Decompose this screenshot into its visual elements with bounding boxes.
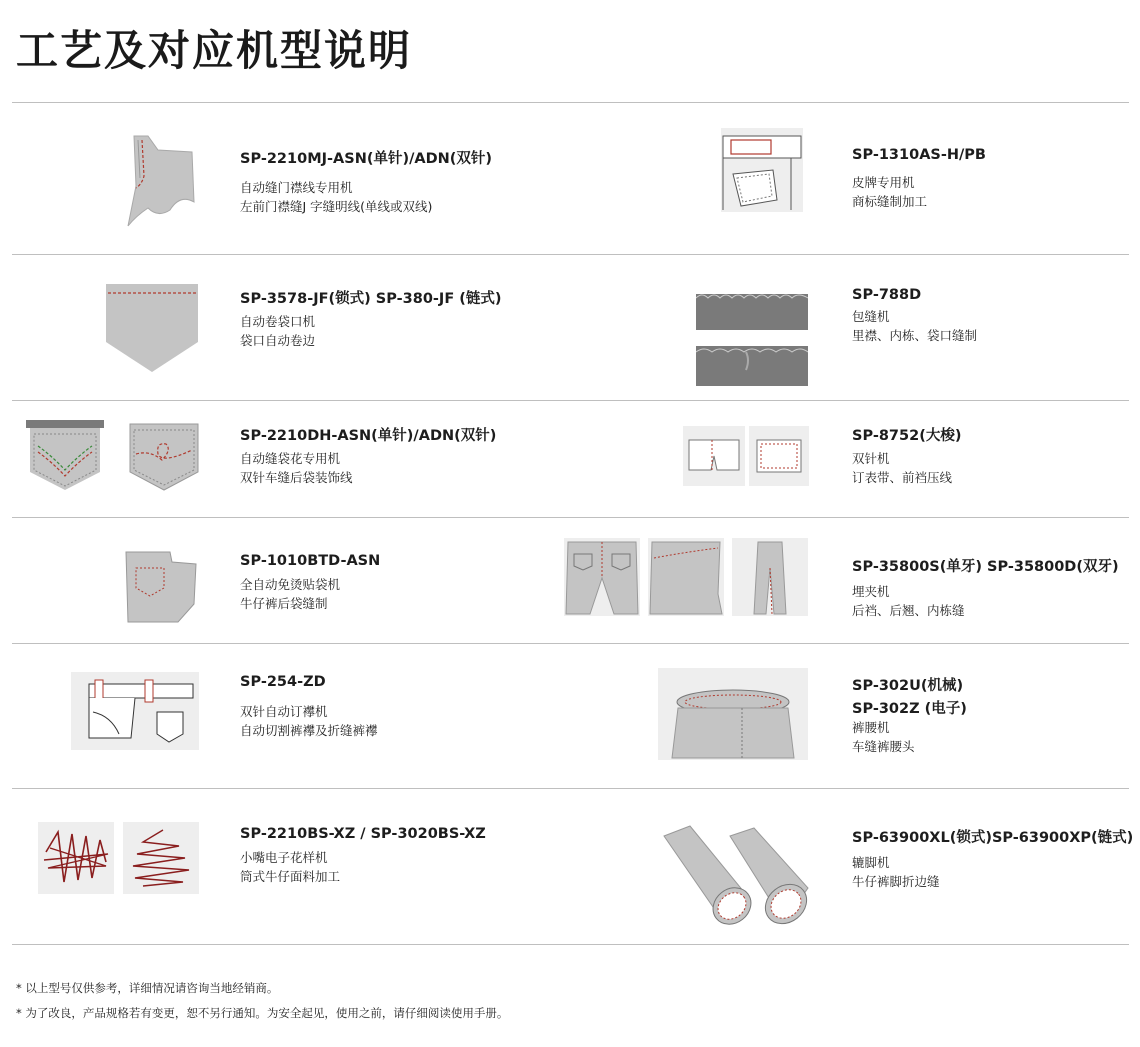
product-desc-line: 双针机 xyxy=(852,451,890,466)
patch-pocket-image xyxy=(124,548,198,624)
hem-tube-image xyxy=(660,822,810,930)
product-sp-2210dh xyxy=(240,424,496,487)
product-desc-line: 辘脚机 xyxy=(852,855,890,870)
product-desc-line: 商标缝制加工 xyxy=(852,194,928,209)
divider xyxy=(12,254,1129,255)
product-desc-line: 袋口自动卷边 xyxy=(240,333,316,348)
product-desc-line: 车缝裤腰头 xyxy=(852,739,915,754)
product-sp-2210bs-xz xyxy=(240,826,486,886)
product-sp-8752 xyxy=(852,424,961,487)
product-desc-line: 筒式牛仔面料加工 xyxy=(240,869,341,884)
fly-front-image xyxy=(118,132,198,228)
model-name: SP-2210DH-ASN(单针)/ADN(双针) xyxy=(240,428,497,444)
jeans-yoke-image xyxy=(648,538,724,616)
product-sp-788d xyxy=(852,287,977,345)
model-name: SP-788D xyxy=(852,287,922,303)
product-desc-line: 自动卷袋口机 xyxy=(240,314,316,329)
pattern-stitch-image-1 xyxy=(38,822,114,894)
divider xyxy=(12,643,1129,644)
back-pocket-pattern-image xyxy=(26,420,104,492)
product-desc-line: 自动切割裤襻及折缝裤襻 xyxy=(240,723,378,738)
front-rise-image xyxy=(683,426,745,486)
divider xyxy=(12,788,1129,789)
divider xyxy=(12,517,1129,518)
model-name: SP-63900XL(锁式)SP-63900XP(链式) xyxy=(852,830,1134,846)
product-sp-3578-jf xyxy=(240,287,502,350)
footnote: * 为了改良，产品规格若有变更，恕不另行通知。为安全起见，使用之前，请仔细阅读使用手册。 xyxy=(16,1006,509,1020)
belt-loop-image xyxy=(71,672,199,750)
model-name: SP-1010BTD-ASN xyxy=(240,553,381,569)
watch-band-image xyxy=(749,426,809,486)
product-desc-line: 订表带、前裆压线 xyxy=(852,470,953,485)
product-desc-line: 里襟、内栋、袋口缝制 xyxy=(852,328,978,343)
leather-patch-image xyxy=(721,128,803,212)
model-name: SP-254-ZD xyxy=(240,674,326,690)
model-name: SP-2210BS-XZ / SP-3020BS-XZ xyxy=(240,826,486,842)
back-pocket-swirl-image xyxy=(128,420,200,492)
model-name: SP-302U(机械) xyxy=(852,678,964,694)
divider xyxy=(12,944,1129,945)
product-desc-line: 皮牌专用机 xyxy=(852,175,915,190)
product-sp-35800 xyxy=(852,555,1119,620)
divider xyxy=(12,102,1129,103)
product-sp-63900 xyxy=(852,826,1133,891)
product-sp-302 xyxy=(852,674,967,756)
product-sp-2210mj xyxy=(240,147,492,216)
product-desc-line: 小嘴电子花样机 xyxy=(240,850,328,865)
waistband-image xyxy=(658,668,808,760)
product-desc-line: 牛仔裤后袋缝制 xyxy=(240,596,328,611)
pocket-hem-image xyxy=(104,282,200,374)
jeans-side-image xyxy=(732,538,808,616)
footnote: * 以上型号仅供参考，详细情况请咨询当地经销商。 xyxy=(16,981,279,995)
product-desc-line: 双针自动订襻机 xyxy=(240,704,328,719)
model-name: SP-8752(大梭) xyxy=(852,428,962,444)
jeans-back-image xyxy=(564,538,640,616)
product-sp-1310as xyxy=(852,147,986,211)
product-desc-line: 自动缝门襟线专用机 xyxy=(240,180,353,195)
model-name-alt: SP-302Z (电子) xyxy=(852,701,967,717)
product-desc-line: 左前门襟缝J 字缝明线(单线或双线) xyxy=(240,199,433,214)
page-title: 工艺及对应机型说明 xyxy=(16,26,413,75)
product-desc-line: 自动缝袋花专用机 xyxy=(240,451,341,466)
product-desc-line: 牛仔裤脚折边缝 xyxy=(852,874,940,889)
model-name: SP-1310AS-H/PB xyxy=(852,147,986,163)
model-name: SP-2210MJ-ASN(单针)/ADN(双针) xyxy=(240,151,493,167)
product-desc-line: 全自动免烫贴袋机 xyxy=(240,577,341,592)
product-sp-254-zd xyxy=(240,674,378,740)
product-desc-line: 裤腰机 xyxy=(852,720,890,735)
product-sp-1010btd xyxy=(240,553,380,613)
pattern-stitch-image-2 xyxy=(123,822,199,894)
overlock-seam-image xyxy=(696,280,808,386)
product-desc-line: 包缝机 xyxy=(852,309,890,324)
product-desc-line: 双针车缝后袋装饰线 xyxy=(240,470,353,485)
product-desc-line: 埋夹机 xyxy=(852,584,890,599)
model-name: SP-35800S(单牙) SP-35800D(双牙) xyxy=(852,559,1119,575)
divider xyxy=(12,400,1129,401)
model-name: SP-3578-JF(锁式) SP-380-JF (链式) xyxy=(240,291,502,307)
product-desc-line: 后裆、后翘、内栋缝 xyxy=(852,603,965,618)
